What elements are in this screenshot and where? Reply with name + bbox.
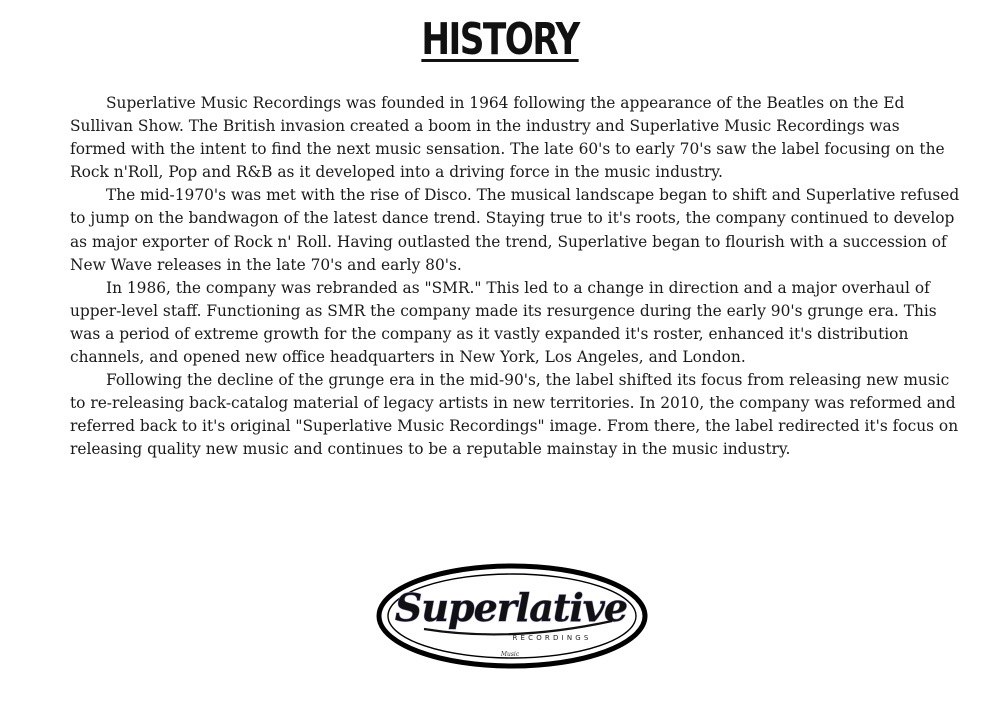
- paragraph-rebrand: In 1986, the company was rebranded as "SMR." This led to a change in direction and a major overhaul of upper-level staff. Functioning as SMR the company made its resurgence during the early 90's grunge era. This was a period of extreme growth for the company as it vastly expanded it's roster, enhanced it's distribution channels, and opened new office headquarters in New York, Los Angeles, and London.: [70, 278, 937, 367]
- paragraph-disco-era: The mid-1970's was met with the rise of Disco. The musical landscape began to shift and Superlative refused to jump on the bandwagon of the latest dance trend. Staying true to it's roots, the company continued to develop as major exporter of Rock n' Roll. Having outlasted the trend, Superlative began to flourish with a succession of New Wave releases in the late 70's and early 80's.: [70, 186, 960, 274]
- logo-small-text: Music: [500, 651, 520, 658]
- paragraph-founding: Superlative Music Recordings was founded in 1964 following the appearance of the Beatles on the Ed Sullivan Show. The British invasion created a boom in the industry and Superlative Music Recordings was formed with the intent to find the next music sensation. The late 60's to early 70's saw the label focusing on the Rock n'Roll, Pop and R&B as it developed into a driving force in the music industry.: [70, 94, 945, 182]
- history-body: [70, 92, 960, 462]
- page-title: HISTORY: [421, 14, 579, 65]
- logo-subline: RECORDINGS: [512, 634, 592, 642]
- paragraph-reform: Following the decline of the grunge era in the mid-90's, the label shifted its focus from releasing new music to re-releasing back-catalog material of legacy artists in new territories. In 2010, the company was reformed and referred back to it's original "Superlative Music Recordings" image. From there, the label redirected it's focus on releasing quality new music and continues to be a reputable mainstay in the music industry.: [70, 371, 959, 459]
- superlative-logo: [376, 563, 648, 669]
- logo-wordmark: Superlative: [394, 585, 628, 630]
